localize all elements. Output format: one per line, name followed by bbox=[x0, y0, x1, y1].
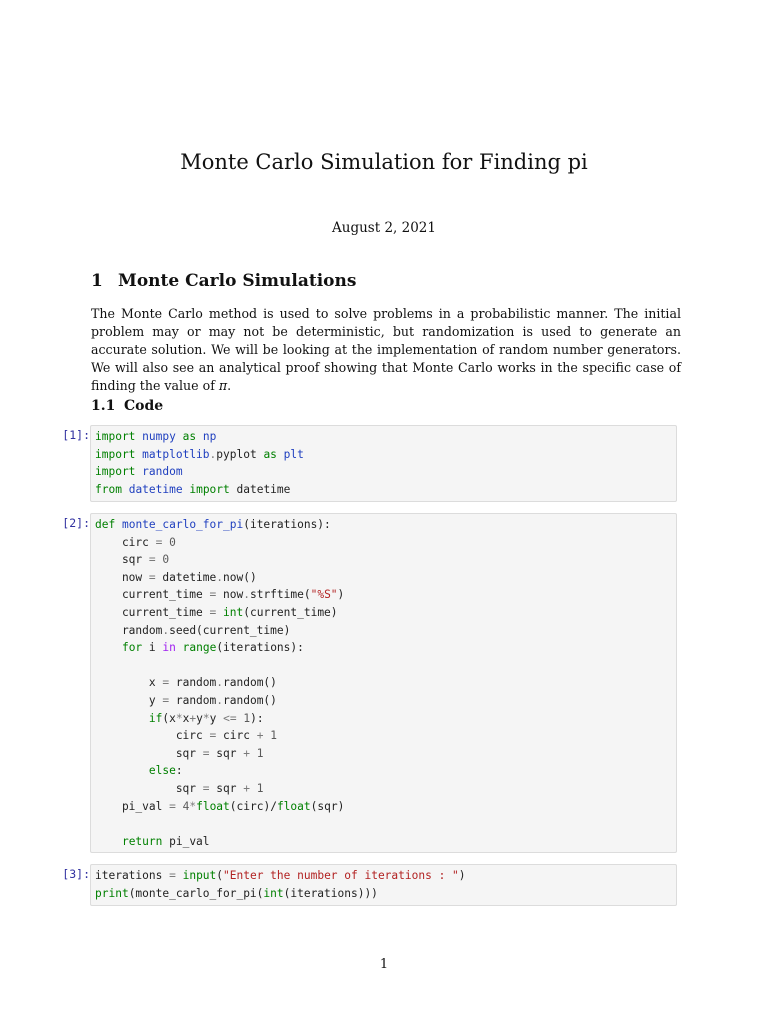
code-cell[interactable] bbox=[90, 425, 677, 502]
code-line: else: bbox=[148, 764, 183, 778]
code-line: x = random.random() bbox=[95, 676, 277, 690]
paragraph-line: The Monte Carlo method is used to solve problems in a probabilistic manner. The initial problem bbox=[91, 306, 681, 339]
code-line: sqr = sqr + 1 bbox=[95, 746, 264, 760]
code-line: random.seed(current_time) bbox=[95, 623, 291, 637]
page-number: 1 bbox=[379, 957, 389, 972]
cell-prompt: [1]: bbox=[62, 428, 90, 442]
code-line: if(x*x+y*y <= 1): bbox=[148, 711, 264, 725]
code-line: print(monte_carlo_for_pi(int(iterations))) bbox=[95, 886, 378, 900]
section-number: 1 bbox=[91, 271, 103, 291]
code-line: return pi_val bbox=[121, 834, 210, 848]
code-line: current_time = int(current_time) bbox=[95, 605, 338, 619]
paragraph-end-punct: . bbox=[227, 378, 232, 393]
cell-prompt: [3]: bbox=[62, 867, 90, 881]
section-title: Monte Carlo Simulations bbox=[118, 271, 357, 291]
pi-symbol: π bbox=[218, 378, 228, 393]
subsection-title: Code bbox=[124, 398, 164, 414]
code-line: pi_val = 4*float(circ)/float(sqr) bbox=[95, 799, 345, 813]
code-block bbox=[95, 516, 672, 850]
code-line: iterations = input("Enter the number of iterations : ") bbox=[95, 869, 466, 882]
code-line: now = datetime.now() bbox=[95, 570, 257, 584]
document-title: Monte Carlo Simulation for Finding pi bbox=[180, 150, 588, 174]
code-block bbox=[95, 867, 672, 902]
subsection-number: 1.1 bbox=[91, 398, 116, 414]
code-line: circ = circ + 1 bbox=[95, 729, 277, 743]
code-line: for i in range(iterations): bbox=[121, 641, 304, 655]
code-line: from datetime import datetime bbox=[95, 482, 291, 496]
code-line: import matplotlib.pyplot as plt bbox=[95, 447, 304, 461]
code-block bbox=[95, 428, 672, 498]
code-cell[interactable] bbox=[90, 864, 677, 906]
paragraph-line: will be looking at the implementation of random number generators. We will also see an analytical bbox=[91, 342, 681, 375]
subsection-heading bbox=[91, 398, 163, 414]
code-line: current_time = now.strftime("%S") bbox=[95, 588, 345, 602]
cell-prompt: [2]: bbox=[62, 516, 90, 530]
code-line: circ = 0 bbox=[95, 535, 176, 549]
code-line: def monte_carlo_for_pi(iterations): bbox=[95, 518, 331, 531]
code-line: sqr = sqr + 1 bbox=[95, 781, 264, 795]
code-cell[interactable] bbox=[90, 513, 677, 853]
code-line: sqr = 0 bbox=[95, 553, 170, 567]
section-paragraph bbox=[91, 305, 681, 395]
code-line: y = random.random() bbox=[95, 693, 277, 707]
section-heading bbox=[91, 271, 356, 291]
paragraph-line: may or may not be deterministic, but randomization is used to generate an accurate solution. We bbox=[91, 324, 681, 357]
document-date: August 2, 2021 bbox=[332, 220, 436, 236]
paragraph-line: proof showing that Monte Carlo works in the specific case of finding the value of bbox=[91, 360, 681, 393]
code-line: import random bbox=[95, 465, 183, 479]
code-line: import numpy as np bbox=[95, 430, 217, 443]
